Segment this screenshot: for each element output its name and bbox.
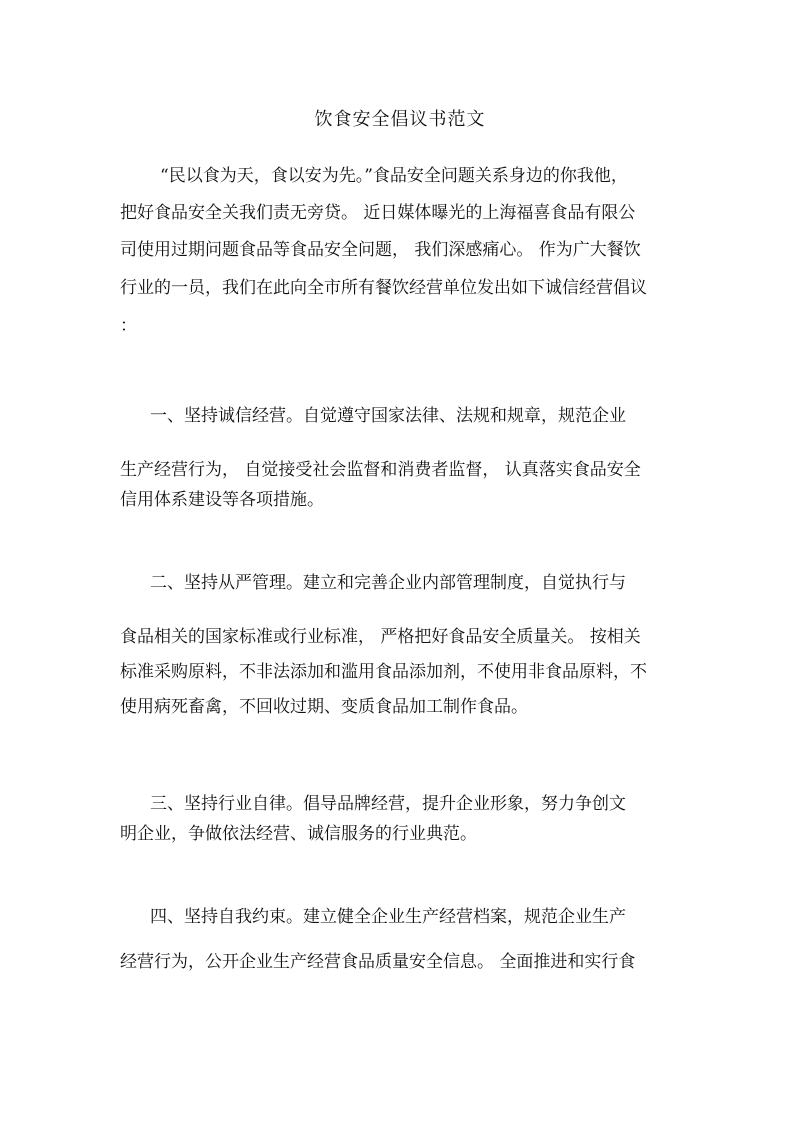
section-3-line-2: 明企业，争做依法经营、诚信服务的行业典范。 xyxy=(120,824,477,844)
intro-line-1: “民以食为天，食以安为先。”食品安全问题关系身边的你我他， xyxy=(160,166,628,186)
section-2-line-3: 标准采购原料，不非法添加和滥用食品添加剂，不使用非食品原料，不 xyxy=(120,662,647,682)
section-2-line-2: 食品相关的国家标准或行业标准， 严格把好食品安全质量关。 按相关 xyxy=(120,627,641,647)
section-2-line-1: 二、坚持从严管理。建立和完善企业内部管理制度，自觉执行与 xyxy=(150,573,626,593)
intro-line-4: 行业的一员，我们在此向全市所有餐饮经营单位发出如下诚信经营倡议 xyxy=(120,278,647,298)
section-1-line-1: 一、坚持诚信经营。自觉遵守国家法律、法规和规章，规范企业 xyxy=(150,406,626,426)
section-2-line-4: 使用病死畜禽，不回收过期、变质食品加工制作食品。 xyxy=(120,697,528,717)
intro-line-2: 把好食品安全关我们责无旁贷。 近日媒体曝光的上海福喜食品有限公 xyxy=(120,203,636,223)
intro-line-5: ： xyxy=(120,316,137,336)
document-title: 饮食安全倡议书范文 xyxy=(314,109,486,130)
intro-line-3: 司使用过期问题食品等食品安全问题， 我们深感痛心。 作为广大餐饮 xyxy=(120,240,641,260)
section-1-line-2: 生产经营行为， 自觉接受社会监督和消费者监督， 认真落实食品安全 xyxy=(120,460,641,480)
section-4-line-1: 四、坚持自我约束。建立健全企业生产经营档案，规范企业生产 xyxy=(150,907,626,927)
section-3-line-1: 三、坚持行业自律。倡导品牌经营，提升企业形象，努力争创文 xyxy=(150,794,626,814)
section-4-line-2: 经营行为，公开企业生产经营食品质量安全信息。 全面推进和实行食 xyxy=(120,952,636,972)
section-1-line-3: 信用体系建设等各项措施。 xyxy=(120,490,324,510)
